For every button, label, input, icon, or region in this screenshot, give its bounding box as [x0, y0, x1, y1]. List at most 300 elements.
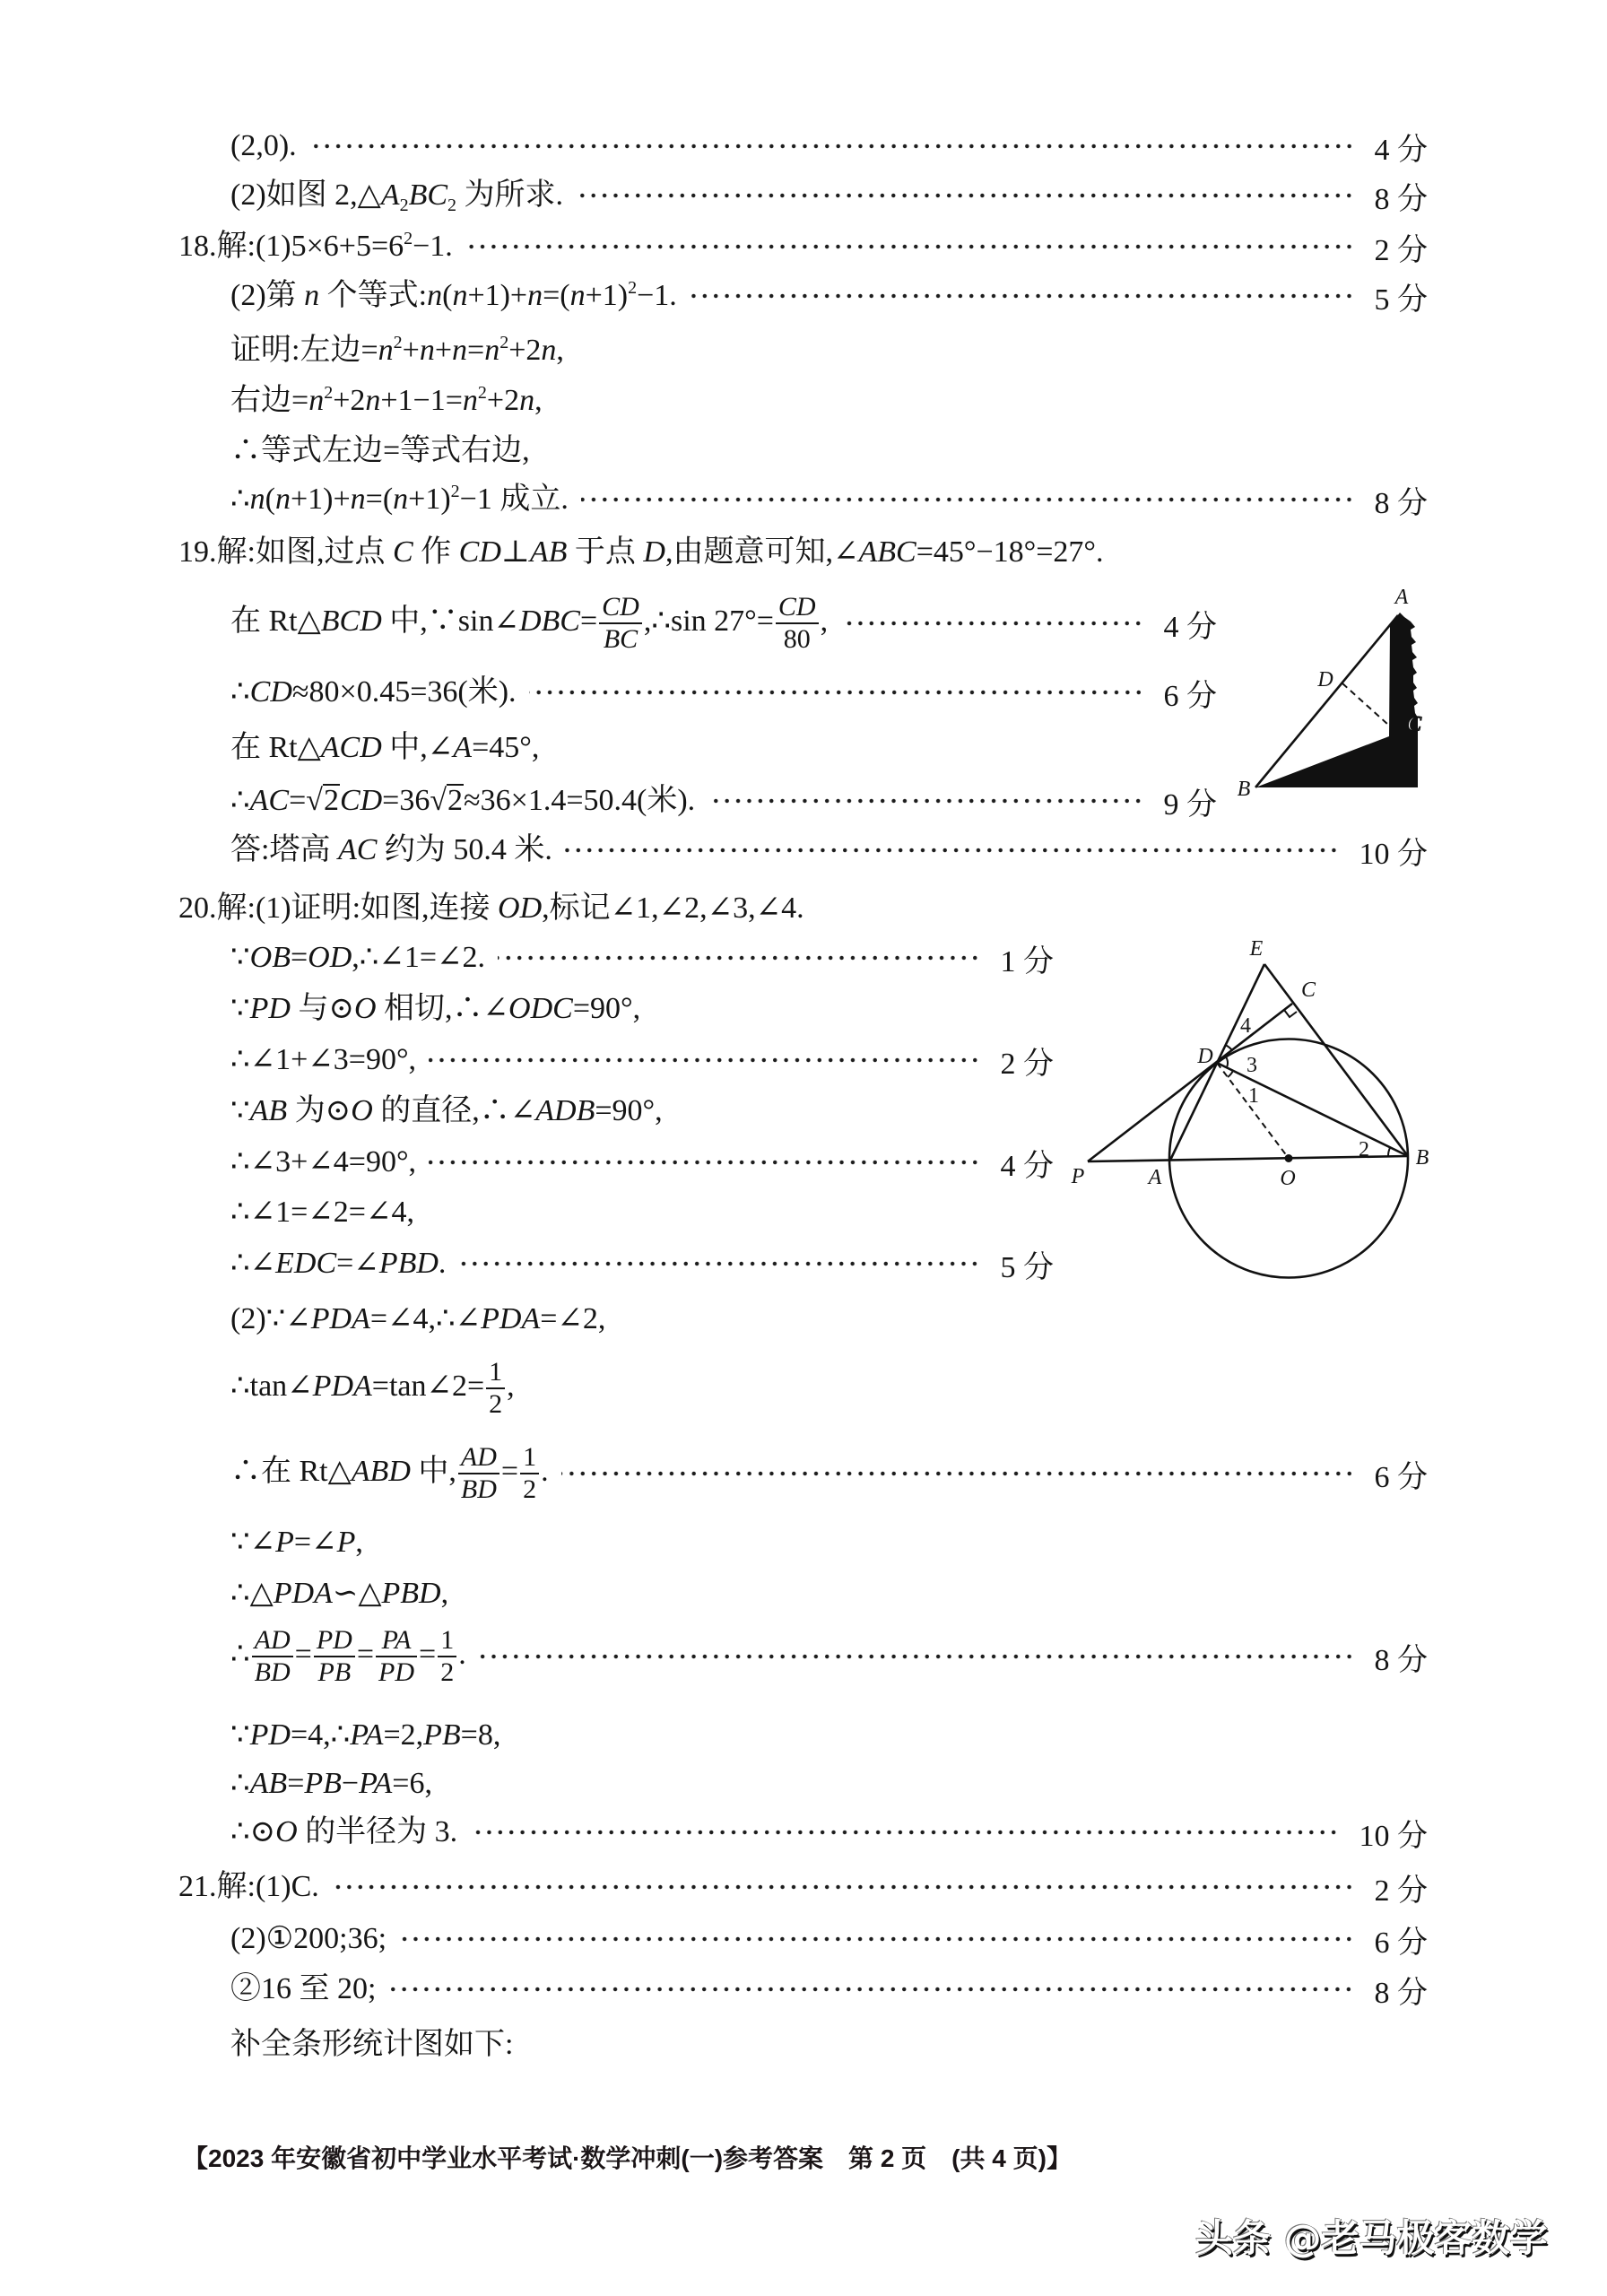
point-label-D: D: [1197, 1045, 1213, 1068]
dot-leader: [529, 689, 1144, 696]
answer-line-q19-5: [230, 783, 1217, 822]
text: −1.: [413, 230, 453, 263]
line-text: [178, 1869, 319, 1905]
line-text: [230, 1301, 605, 1337]
fraction: [252, 1626, 293, 1687]
text: 答:塔高: [230, 833, 338, 866]
watermark: 头条 @老马极客数学: [1195, 2216, 1548, 2260]
line-text: [230, 832, 552, 868]
fraction: [776, 593, 819, 654]
text: −1.: [637, 279, 677, 312]
math-variable: O: [275, 1815, 298, 1848]
text: −: [341, 1767, 360, 1800]
text: 中,: [410, 1454, 456, 1488]
math-variable: n: [304, 279, 320, 312]
superscript: 2: [393, 333, 403, 352]
text: ∵: [230, 1718, 250, 1752]
text: ∴: [230, 1767, 250, 1800]
math-variable: A: [380, 178, 400, 212]
segment-DB: [1217, 1063, 1408, 1156]
score-label: 5 分: [1000, 1250, 1054, 1284]
math-variable: n: [308, 384, 325, 417]
text: ,: [355, 1526, 363, 1559]
point-label-A: A: [1148, 1166, 1162, 1189]
point-label-C: C: [1300, 978, 1316, 1002]
math-variable: AC: [249, 784, 290, 817]
score-label: 2 分: [1000, 1047, 1054, 1081]
text: =(: [365, 483, 394, 516]
text: 作: [413, 535, 459, 569]
text: =√: [289, 784, 323, 817]
score-label: 10 分: [1359, 1819, 1428, 1853]
text: +1−1=: [380, 384, 463, 417]
text: −1 成立.: [459, 483, 569, 516]
fraction: [520, 1443, 539, 1504]
numerator: AD: [252, 1626, 293, 1657]
line-text: [230, 1093, 663, 1129]
fraction: [438, 1626, 456, 1687]
text: ,∴∠1=∠2.: [352, 941, 486, 974]
math-variable: PA: [359, 1767, 393, 1800]
math-variable: n: [427, 279, 443, 312]
line-text: [230, 674, 517, 710]
text: ∴∠1+∠3=90°,: [230, 1043, 417, 1076]
score-label: 1 分: [1000, 944, 1054, 978]
line-text: [230, 1525, 363, 1561]
score-label: 6 分: [1374, 1460, 1428, 1494]
line-text: [230, 593, 828, 654]
answer-line-q19-3: [230, 674, 1217, 713]
angle-label-3: 3: [1247, 1054, 1257, 1077]
text: 19.解:如图,过点: [178, 535, 393, 569]
text: ∽△: [332, 1577, 382, 1610]
text: ∴⊙: [230, 1815, 276, 1848]
answer-line-q18-3: [230, 333, 564, 369]
line-text: [230, 1195, 414, 1231]
text: =36√: [382, 784, 447, 817]
score-label: 5 分: [1374, 283, 1428, 317]
answer-line-q21-2: [230, 1921, 1428, 1960]
answer-line-q17-2: [230, 178, 1428, 216]
math-variable: P: [275, 1526, 294, 1559]
text: ∵: [230, 941, 250, 974]
text: =: [419, 1637, 437, 1671]
line-text: [230, 1626, 466, 1687]
math-variable: n: [462, 384, 478, 417]
text: ⊥: [500, 535, 530, 569]
text: 的半径为 3.: [297, 1815, 458, 1848]
point-label-E: E: [1249, 937, 1264, 961]
answer-line-q20-9: [230, 1301, 605, 1337]
score-label: 4 分: [1374, 133, 1428, 167]
dot-leader: [581, 496, 1355, 503]
dot-leader: [388, 1986, 1354, 1993]
answer-line-q20-15: [230, 1718, 500, 1753]
text: =45°,: [472, 731, 540, 764]
dot-leader: [840, 620, 1143, 627]
text: 的直径,∴∠: [372, 1094, 536, 1127]
math-variable: n: [541, 334, 557, 367]
denominator: 2: [489, 1389, 503, 1419]
text: +: [402, 334, 420, 367]
point-label-P: P: [1071, 1165, 1085, 1188]
text: =90°,: [595, 1094, 663, 1127]
math-variable: ABC: [858, 535, 916, 569]
score-label: 8 分: [1374, 1643, 1428, 1677]
line-text: [230, 940, 485, 976]
text: +1)+: [290, 483, 351, 516]
text: =4,∴: [290, 1718, 351, 1752]
line-text: [230, 178, 563, 213]
answer-line-q21-4: [230, 2027, 513, 2063]
dot-leader: [465, 243, 1355, 250]
line-text: [178, 891, 804, 926]
text: =8,: [460, 1718, 501, 1752]
text: (2)第: [230, 279, 305, 312]
text: =tan∠2=: [371, 1369, 485, 1403]
text: +2: [333, 384, 366, 417]
denominator: BD: [254, 1657, 291, 1687]
subscript: 2: [399, 196, 409, 215]
line-text: [178, 535, 1104, 570]
angle-arc-4: [1226, 1045, 1233, 1050]
dot-leader: [565, 847, 1340, 854]
math-variable: P: [336, 1526, 356, 1559]
answer-line-q20-4: [230, 1042, 1054, 1081]
text: =: [356, 1637, 375, 1671]
math-variable: n: [365, 384, 381, 417]
math-variable: O: [353, 992, 377, 1025]
text: =∠2,: [540, 1302, 606, 1335]
math-variable: CD: [249, 675, 292, 709]
math-variable: PB: [423, 1718, 461, 1752]
math-variable: AB: [249, 1094, 288, 1127]
point-label-O: O: [1280, 1167, 1296, 1190]
math-variable: DBC: [518, 604, 580, 638]
segment-EB: [1264, 964, 1408, 1156]
text: =: [579, 604, 598, 638]
math-variable: ACD: [320, 731, 382, 764]
answer-line-q19-2: [230, 587, 1217, 659]
text: 补全条形统计图如下:: [230, 2028, 514, 2061]
text: +1): [408, 483, 451, 516]
answer-line-q20-5: [230, 1093, 663, 1129]
math-variable: O: [351, 1094, 373, 1127]
radicand: 2: [323, 784, 339, 817]
text: ∴: [230, 1637, 250, 1671]
answer-line-q20-14: [230, 1621, 1428, 1692]
text: 相切,∴∠: [376, 992, 509, 1025]
math-variable: ADB: [535, 1094, 595, 1127]
math-variable: ABD: [351, 1454, 411, 1488]
denominator: BD: [460, 1474, 497, 1504]
answer-line-q20-2: [230, 940, 1054, 976]
text: ≈36×1.4=50.4(米).: [464, 784, 696, 817]
math-variable: n: [452, 279, 468, 312]
denominator: 2: [440, 1657, 455, 1687]
math-variable: PD: [249, 992, 291, 1025]
line-text: [230, 278, 677, 314]
superscript: 2: [628, 278, 638, 298]
text: =2,: [383, 1718, 424, 1752]
answer-line-q21-1: [178, 1869, 1428, 1908]
score-label: 8 分: [1374, 486, 1428, 520]
answer-line-q18-2: [230, 278, 1428, 317]
denominator: PB: [317, 1657, 352, 1687]
answer-line-q20-17: [230, 1814, 1428, 1853]
math-variable: n: [569, 279, 586, 312]
text: .: [541, 1454, 549, 1488]
circle-tangent-figure: [1067, 933, 1444, 1292]
text: ∴等式左边=等式右边,: [230, 434, 530, 467]
text: 约为 50.4 米.: [377, 833, 552, 866]
line-text: [230, 1358, 515, 1419]
math-variable: OD: [498, 891, 543, 925]
answer-line-q20-8: [230, 1246, 1054, 1282]
math-variable: n: [419, 334, 435, 367]
text: +1): [585, 279, 629, 312]
text: ,标记∠1,∠2,∠3,∠4.: [542, 891, 804, 925]
score-label: 4 分: [1000, 1149, 1054, 1183]
score-label: 8 分: [1374, 1976, 1428, 2010]
math-variable: PBD: [378, 1247, 439, 1280]
denominator: PD: [378, 1657, 415, 1687]
math-variable: PDA: [273, 1577, 333, 1610]
score-label: 10 分: [1359, 837, 1428, 871]
line-text: [178, 229, 453, 265]
answer-line-q18-1: [178, 229, 1428, 265]
dot-leader: [429, 1159, 980, 1166]
math-variable: n: [484, 334, 500, 367]
text: +2: [486, 384, 520, 417]
text: ∵: [230, 992, 250, 1025]
text: ,: [440, 1577, 449, 1610]
line-text: [230, 333, 564, 369]
dot-leader: [576, 192, 1354, 199]
text: =: [287, 1767, 305, 1800]
score-label: 9 分: [1163, 787, 1217, 822]
fraction: [486, 1358, 505, 1419]
answer-line-q20-1: [178, 891, 804, 926]
math-variable: n: [519, 384, 535, 417]
text: (2)如图 2,△: [230, 178, 381, 212]
text: 中,∠: [381, 731, 454, 764]
superscript: 2: [404, 229, 413, 248]
math-variable: PB: [304, 1767, 342, 1800]
denominator: 2: [523, 1474, 537, 1504]
text: ∴∠1=∠2=∠4,: [230, 1196, 414, 1229]
text: =: [467, 334, 485, 367]
dot-leader: [332, 1883, 1355, 1891]
text: ②16 至 20;: [230, 1972, 377, 2005]
line-text: [230, 1766, 432, 1802]
math-variable: OD: [308, 941, 352, 974]
text: ,: [556, 334, 564, 367]
text: ∵∠: [230, 1526, 276, 1559]
answer-line-q19-1: [178, 535, 1104, 570]
math-variable: n: [350, 483, 366, 516]
line-text: [230, 1144, 416, 1180]
line-text: [230, 1921, 387, 1957]
math-variable: n: [452, 334, 467, 367]
text: 中,∵sin∠: [381, 604, 519, 638]
math-variable: n: [527, 279, 543, 312]
point-label-C: C: [1406, 713, 1422, 736]
math-variable: D: [643, 535, 665, 569]
point-label-A: A: [1394, 586, 1409, 609]
text: 21.解:(1)C.: [178, 1870, 319, 1903]
answer-line-q18-6: [230, 482, 1428, 520]
text: +1)+: [467, 279, 528, 312]
text: =6,: [392, 1767, 432, 1800]
text: =∠: [293, 1526, 337, 1559]
math-variable: n: [249, 483, 265, 516]
text: 个等式:: [319, 279, 428, 312]
text: .: [458, 1637, 466, 1671]
math-variable: n: [274, 483, 291, 516]
line-text: [230, 1814, 457, 1850]
math-variable: AB: [529, 535, 568, 569]
text: =∠4,∴∠: [369, 1302, 482, 1335]
line-text: [230, 1042, 416, 1078]
dot-leader: [470, 1829, 1339, 1836]
text: .: [438, 1247, 447, 1280]
line-text: [230, 730, 539, 766]
text: 在 Rt△: [230, 731, 321, 764]
math-variable: ODC: [508, 992, 573, 1025]
numerator: PD: [314, 1626, 355, 1657]
page-footer: 【2023 年安徽省初中学业水平考试·数学冲刺(一)参考答案 第 2 页 (共 4 页)】: [183, 2144, 1072, 2172]
text: +2: [508, 334, 542, 367]
line-text: [230, 1971, 376, 2007]
score-label: 2 分: [1374, 233, 1428, 267]
numerator: PA: [376, 1626, 417, 1657]
math-variable: PDA: [310, 1302, 370, 1335]
dot-leader: [399, 1935, 1354, 1943]
denominator: 80: [783, 624, 811, 654]
answer-line-q17-1: [230, 128, 1428, 167]
text: =∠: [336, 1247, 379, 1280]
score-label: 4 分: [1163, 610, 1217, 644]
text: ≈80×0.45=36(米).: [291, 675, 517, 709]
tower-triangle-figure: [1229, 574, 1444, 807]
math-variable: EDC: [275, 1247, 337, 1280]
math-variable: CD: [458, 535, 501, 569]
angle-label-2: 2: [1359, 1138, 1369, 1161]
text: =(: [543, 279, 570, 312]
segment-DC-dashed: [1342, 683, 1388, 725]
answer-line-q19-6: [230, 832, 1428, 871]
answer-line-q20-11: [230, 1438, 1428, 1509]
text: 为⊙: [287, 1094, 352, 1127]
text: ∴tan∠: [230, 1369, 313, 1403]
line-text: [230, 383, 543, 419]
subscript: 2: [447, 196, 457, 215]
score-label: 8 分: [1374, 182, 1428, 216]
superscript: 2: [450, 482, 460, 501]
dot-leader: [690, 292, 1355, 300]
text: 右边=: [230, 384, 309, 417]
math-variable: BC: [408, 178, 448, 212]
text: ∴在 Rt△: [230, 1454, 352, 1488]
dot-leader: [429, 1057, 980, 1064]
text: (: [442, 279, 453, 312]
line-text: [230, 783, 695, 819]
dot-leader: [708, 797, 1143, 804]
answer-line-q20-13: [230, 1576, 448, 1612]
numerator: CD: [599, 593, 642, 624]
radicand: 2: [447, 784, 464, 817]
angle-arc-2: [1388, 1147, 1390, 1156]
text: ,: [507, 1369, 515, 1403]
text: ∴∠3+∠4=90°,: [230, 1145, 417, 1178]
math-variable: OB: [249, 941, 291, 974]
text: ∴: [230, 675, 250, 709]
text: =: [500, 1454, 519, 1488]
math-variable: CD: [339, 784, 383, 817]
line-text: [230, 1576, 448, 1612]
text: 证明:左边=: [230, 334, 378, 367]
text: =45°−18°=27°.: [916, 535, 1104, 569]
line-text: [230, 1718, 500, 1753]
fraction: [376, 1626, 417, 1687]
text: ,由题意可知,∠: [665, 535, 859, 569]
math-variable: n: [393, 483, 409, 516]
math-variable: AB: [249, 1767, 288, 1800]
text: ,: [534, 384, 543, 417]
dot-leader: [498, 954, 980, 961]
answer-line-q18-5: [230, 433, 530, 469]
answer-line-q20-6: [230, 1144, 1054, 1183]
math-variable: n: [378, 334, 394, 367]
math-variable: BCD: [320, 604, 382, 638]
text: +: [434, 334, 452, 367]
numerator: 1: [520, 1443, 539, 1474]
line-text: [230, 1443, 549, 1504]
answer-line-q20-16: [230, 1766, 432, 1802]
fraction: [599, 593, 642, 654]
text: ,: [820, 604, 829, 638]
line-text: [230, 433, 530, 469]
angle-arc-1: [1228, 1071, 1233, 1077]
math-variable: PD: [249, 1718, 291, 1752]
math-variable: C: [392, 535, 413, 569]
answer-line-q21-3: [230, 1971, 1428, 2010]
score-label: 6 分: [1374, 1926, 1428, 1960]
superscript: 2: [499, 333, 509, 352]
segment-PC-tangent: [1088, 1004, 1292, 1161]
text: 20.解:(1)证明:如图,连接: [178, 891, 499, 925]
point-label-D: D: [1317, 668, 1333, 691]
fraction: [314, 1626, 355, 1687]
dot-leader: [561, 1470, 1355, 1477]
superscript: 2: [477, 383, 487, 403]
dot-leader: [309, 143, 1355, 150]
answer-line-q20-12: [230, 1525, 363, 1561]
angle-label-4: 4: [1240, 1014, 1251, 1038]
text: =: [294, 1637, 312, 1671]
dot-leader: [479, 1653, 1355, 1660]
text: 与⊙: [290, 992, 354, 1025]
answer-line-q20-10: [230, 1352, 515, 1424]
text: 在 Rt△: [230, 604, 321, 638]
fraction: [458, 1443, 499, 1504]
line-text: [230, 991, 640, 1027]
text: ,∴sin 27°=: [643, 604, 774, 638]
point-label-B: B: [1415, 1146, 1429, 1170]
text: 18.解:(1)5×6+5=6: [178, 230, 404, 263]
math-variable: PDA: [312, 1369, 372, 1403]
